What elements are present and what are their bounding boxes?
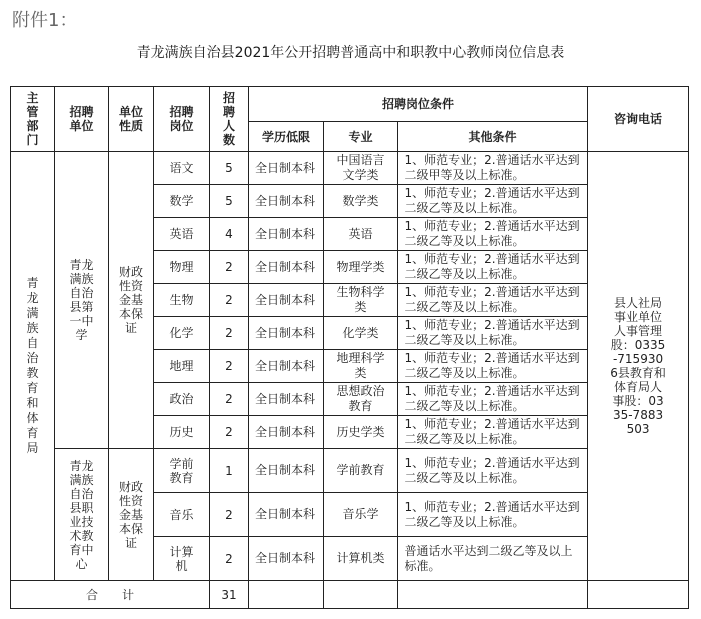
count-cell: 2 [210, 284, 249, 317]
header-contact: 咨询电话 [588, 87, 689, 152]
page-title: 青龙满族自治县2021年公开招聘普通高中和职教中心教师岗位信息表 [136, 45, 565, 61]
count-cell: 4 [210, 218, 249, 251]
major-cell: 生物科学类 [324, 284, 398, 317]
count-cell: 5 [210, 152, 249, 185]
other-conditions-cell: 1、师范专业；2.普通话水平达到二级乙等及以上标准。 [398, 416, 588, 449]
position-cell: 地理 [154, 350, 210, 383]
major-cell: 化学类 [324, 317, 398, 350]
education-cell: 全日制本科 [249, 284, 324, 317]
header-major: 专业 [324, 122, 398, 152]
position-cell: 语文 [154, 152, 210, 185]
total-empty-cell [324, 581, 398, 609]
contact-cell: 县人社局事业单位人事管理股：0335-7159306县教育和体育局人事股：0335-7883503 [588, 152, 689, 581]
education-cell: 全日制本科 [249, 537, 324, 581]
header-other: 其他条件 [398, 122, 588, 152]
position-cell: 物理 [154, 251, 210, 284]
unit-cell: 青龙满族自治县第一中学 [55, 152, 109, 449]
education-cell: 全日制本科 [249, 152, 324, 185]
education-cell: 全日制本科 [249, 449, 324, 493]
position-cell: 音乐 [154, 493, 210, 537]
table-row [11, 152, 689, 185]
table-row [11, 449, 689, 493]
major-cell: 音乐学 [324, 493, 398, 537]
count-cell: 2 [210, 537, 249, 581]
education-cell: 全日制本科 [249, 218, 324, 251]
other-conditions-cell: 1、师范专业；2.普通话水平达到二级乙等及以上标准。 [398, 185, 588, 218]
other-conditions-cell: 1、师范专业；2.普通话水平达到二级乙等及以上标准。 [398, 317, 588, 350]
position-cell: 英语 [154, 218, 210, 251]
education-cell: 全日制本科 [249, 317, 324, 350]
total-empty-cell [588, 581, 689, 609]
major-cell: 中国语言文学类 [324, 152, 398, 185]
total-count: 31 [210, 581, 249, 609]
major-cell: 历史学类 [324, 416, 398, 449]
other-conditions-cell: 1、师范专业；2.普通话水平达到二级乙等及以上标准。 [398, 383, 588, 416]
total-empty-cell [398, 581, 588, 609]
major-cell: 英语 [324, 218, 398, 251]
count-cell: 2 [210, 251, 249, 284]
other-conditions-cell: 1、师范专业；2.普通话水平达到二级乙等及以上标准。 [398, 449, 588, 493]
major-cell: 物理学类 [324, 251, 398, 284]
other-conditions-cell: 1、师范专业；2.普通话水平达到二级乙等及以上标准。 [398, 251, 588, 284]
count-cell: 2 [210, 350, 249, 383]
other-conditions-cell: 1、师范专业；2.普通话水平达到二级甲等及以上标准。 [398, 152, 588, 185]
education-cell: 全日制本科 [249, 416, 324, 449]
unit-cell: 青龙满族自治县职业技术教育中心 [55, 449, 109, 581]
total-label: 合 计 [11, 581, 210, 609]
education-cell: 全日制本科 [249, 493, 324, 537]
count-cell: 2 [210, 317, 249, 350]
major-cell: 思想政治教育 [324, 383, 398, 416]
count-cell: 2 [210, 416, 249, 449]
header-count: 招聘人数 [210, 87, 249, 152]
count-cell: 2 [210, 493, 249, 537]
nature-cell: 财政性资金基本保证 [109, 152, 154, 449]
major-cell: 地理科学类 [324, 350, 398, 383]
position-cell: 政治 [154, 383, 210, 416]
education-cell: 全日制本科 [249, 251, 324, 284]
annex-label: 附件1： [12, 10, 78, 31]
position-cell: 学前教育 [154, 449, 210, 493]
dept-cell: 青龙满族自治教育和体育局 [11, 152, 55, 581]
total-empty-cell [249, 581, 324, 609]
other-conditions-cell: 1、师范专业；2.普通话水平达到二级乙等及以上标准。 [398, 350, 588, 383]
header-dept: 主管部门 [11, 87, 55, 152]
position-cell: 生物 [154, 284, 210, 317]
other-conditions-cell: 1、师范专业；2.普通话水平达到二级乙等及以上标准。 [398, 218, 588, 251]
header-conditions: 招聘岗位条件 [249, 87, 588, 122]
position-cell: 计算机 [154, 537, 210, 581]
count-cell: 1 [210, 449, 249, 493]
position-cell: 数学 [154, 185, 210, 218]
other-conditions-cell: 1、师范专业；2.普通话水平达到二级乙等及以上标准。 [398, 493, 588, 537]
position-cell: 历史 [154, 416, 210, 449]
count-cell: 2 [210, 383, 249, 416]
major-cell: 计算机类 [324, 537, 398, 581]
other-conditions-cell: 1、师范专业；2.普通话水平达到二级乙等及以上标准。 [398, 284, 588, 317]
nature-cell: 财政性资金基本保证 [109, 449, 154, 581]
position-cell: 化学 [154, 317, 210, 350]
recruitment-table [10, 86, 689, 609]
major-cell: 数学类 [324, 185, 398, 218]
header-position: 招聘岗位 [154, 87, 210, 152]
education-cell: 全日制本科 [249, 185, 324, 218]
education-cell: 全日制本科 [249, 350, 324, 383]
count-cell: 5 [210, 185, 249, 218]
major-cell: 学前教育 [324, 449, 398, 493]
header-unit: 招聘单位 [55, 87, 109, 152]
header-nature: 单位性质 [109, 87, 154, 152]
total-row [11, 581, 689, 609]
other-conditions-cell: 普通话水平达到二级乙等及以上标准。 [398, 537, 588, 581]
header-education: 学历低限 [249, 122, 324, 152]
education-cell: 全日制本科 [249, 383, 324, 416]
